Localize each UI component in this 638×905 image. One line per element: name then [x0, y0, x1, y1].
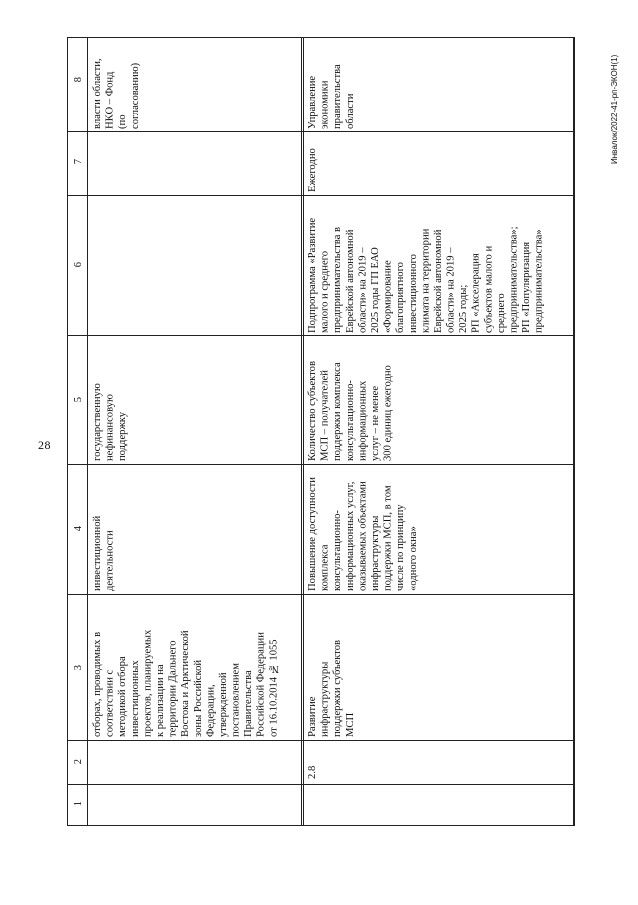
row28-col6: Подпрограмма «Развитие малого и среднего предпринимательства в Еврейской автономной области» на 2019 – 2025 годы ГП ЕАО «Формирование благоприятного инвестиционного климата на территории Еврейской автономной области» на 2019 – 2025 годы; РП «Акселерация субъектов малого и среднего предпринимательства»; РП «Популяризация предпринимательства» — [307, 217, 545, 333]
rule-5-4 — [67, 464, 575, 465]
row28-col3: Развитие инфраструктуры поддержки субъектов МСП — [307, 639, 356, 737]
header-6: 6 — [73, 262, 84, 268]
cont-col3: отборах, проводимых в соответствии с методикой отбора инвестиционных проектов, планируемых к реализации на территории Дальнего Востока и Арктической зоны Российской Федерации, утвержденной постановлением Правительства Российской Федерации от 16.10.2014 № 1055 — [92, 629, 280, 737]
rule-2-1 — [67, 784, 575, 785]
rule-6-5 — [67, 335, 575, 336]
rule-bottom — [67, 825, 575, 826]
header-7: 7 — [73, 159, 84, 165]
row28-col8: Управление экономики правительства области — [307, 64, 356, 129]
rule-8-7 — [67, 131, 575, 132]
row28-num: 2.8 — [307, 765, 318, 779]
header-3: 3 — [73, 665, 84, 671]
header-divider — [87, 37, 88, 826]
data-table — [67, 37, 575, 826]
rule-top — [67, 37, 575, 38]
header-5: 5 — [73, 397, 84, 403]
col-band-edge — [573, 37, 575, 826]
rule-4-3 — [67, 594, 575, 595]
cont-col8: власти области, НКО – Фонд (по согласованию) — [92, 58, 141, 129]
header-8: 8 — [73, 77, 84, 83]
cont-col5: государственную нефинансовую поддержку — [92, 383, 129, 461]
row-divider — [301, 37, 302, 826]
row28-col5: Количество субъектов МСП – получателей поддержки комплекса консультационно- информационных услуг – не менее 300 единиц ежегодно — [307, 361, 394, 461]
header-2: 2 — [73, 759, 84, 765]
row28-col4: Повышение доступности комплекса консультационно- информационных услуг, оказываемых объектами инфраструктуры поддержки МСП, в том числе по принципу «одного окна» — [307, 477, 419, 591]
cont-col4: инвестиционной деятельности — [92, 515, 116, 591]
rule-3-2 — [67, 740, 575, 741]
page-number: 28 — [38, 438, 51, 452]
header-1: 1 — [73, 801, 84, 807]
document-footer-id: Инвалок/2022-41-рп-ЭКОН(1) — [610, 55, 619, 165]
row28-col7: Ежегодно — [307, 148, 318, 192]
header-4: 4 — [73, 526, 84, 532]
rule-7-6 — [67, 195, 575, 196]
